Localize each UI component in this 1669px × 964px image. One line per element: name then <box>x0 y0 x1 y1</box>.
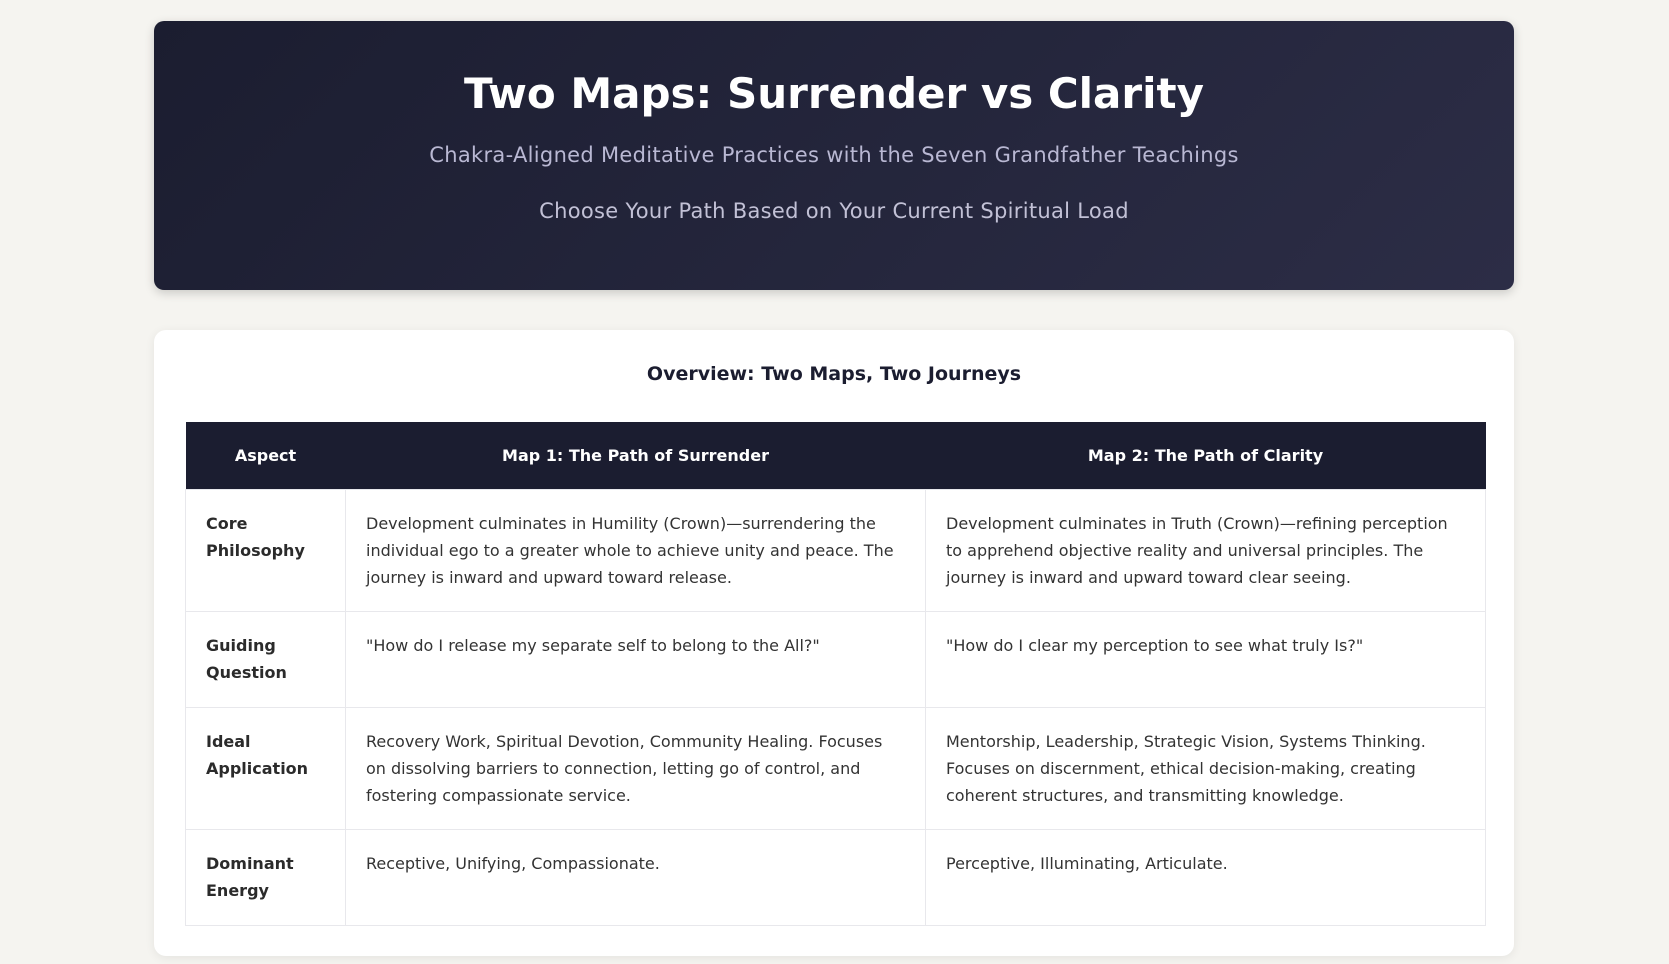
column-header-map2: Map 2: The Path of Clarity <box>926 422 1486 490</box>
table-header-row <box>186 422 1486 490</box>
map1-cell: "How do I release my separate self to belong to the All?" <box>346 612 926 708</box>
page-subtitle: Chakra-Aligned Meditative Practices with the Seven Grandfather Teachings <box>429 143 1239 167</box>
aspect-cell: Ideal Application <box>186 708 346 830</box>
table-row <box>186 830 1486 926</box>
table-row <box>186 708 1486 830</box>
overview-card <box>154 330 1514 956</box>
overview-title: Overview: Two Maps, Two Journeys <box>646 363 1022 385</box>
aspect-cell: Dominant Energy <box>186 830 346 926</box>
page-title: Two Maps: Surrender vs Clarity <box>464 69 1204 118</box>
map2-cell: Development culminates in Truth (Crown)—refining perception to apprehend objective reality and universal principles. The journey is inward and upward toward clear seeing. <box>926 490 1486 612</box>
aspect-cell: Guiding Question <box>186 612 346 708</box>
hero-header <box>154 21 1514 290</box>
overview-table <box>185 422 1486 926</box>
table-row <box>186 490 1486 612</box>
map2-cell: Mentorship, Leadership, Strategic Vision, Systems Thinking. Focuses on discernment, ethical decision-making, creating coherent structures, and transmitting knowledge. <box>926 708 1486 830</box>
aspect-cell: Core Philosophy <box>186 490 346 612</box>
column-header-map1: Map 1: The Path of Surrender <box>346 422 926 490</box>
column-header-aspect: Aspect <box>186 422 346 490</box>
map1-cell: Development culminates in Humility (Crown)—surrendering the individual ego to a greater whole to achieve unity and peace. The journey is inward and upward toward release. <box>346 490 926 612</box>
map2-cell: "How do I clear my perception to see what truly Is?" <box>926 612 1486 708</box>
map2-cell: Perceptive, Illuminating, Articulate. <box>926 830 1486 926</box>
page-tagline: Choose Your Path Based on Your Current Spiritual Load <box>539 199 1129 223</box>
map1-cell: Recovery Work, Spiritual Devotion, Community Healing. Focuses on dissolving barriers to connection, letting go of control, and fostering compassionate service. <box>346 708 926 830</box>
table-row <box>186 612 1486 708</box>
map1-cell: Receptive, Unifying, Compassionate. <box>346 830 926 926</box>
